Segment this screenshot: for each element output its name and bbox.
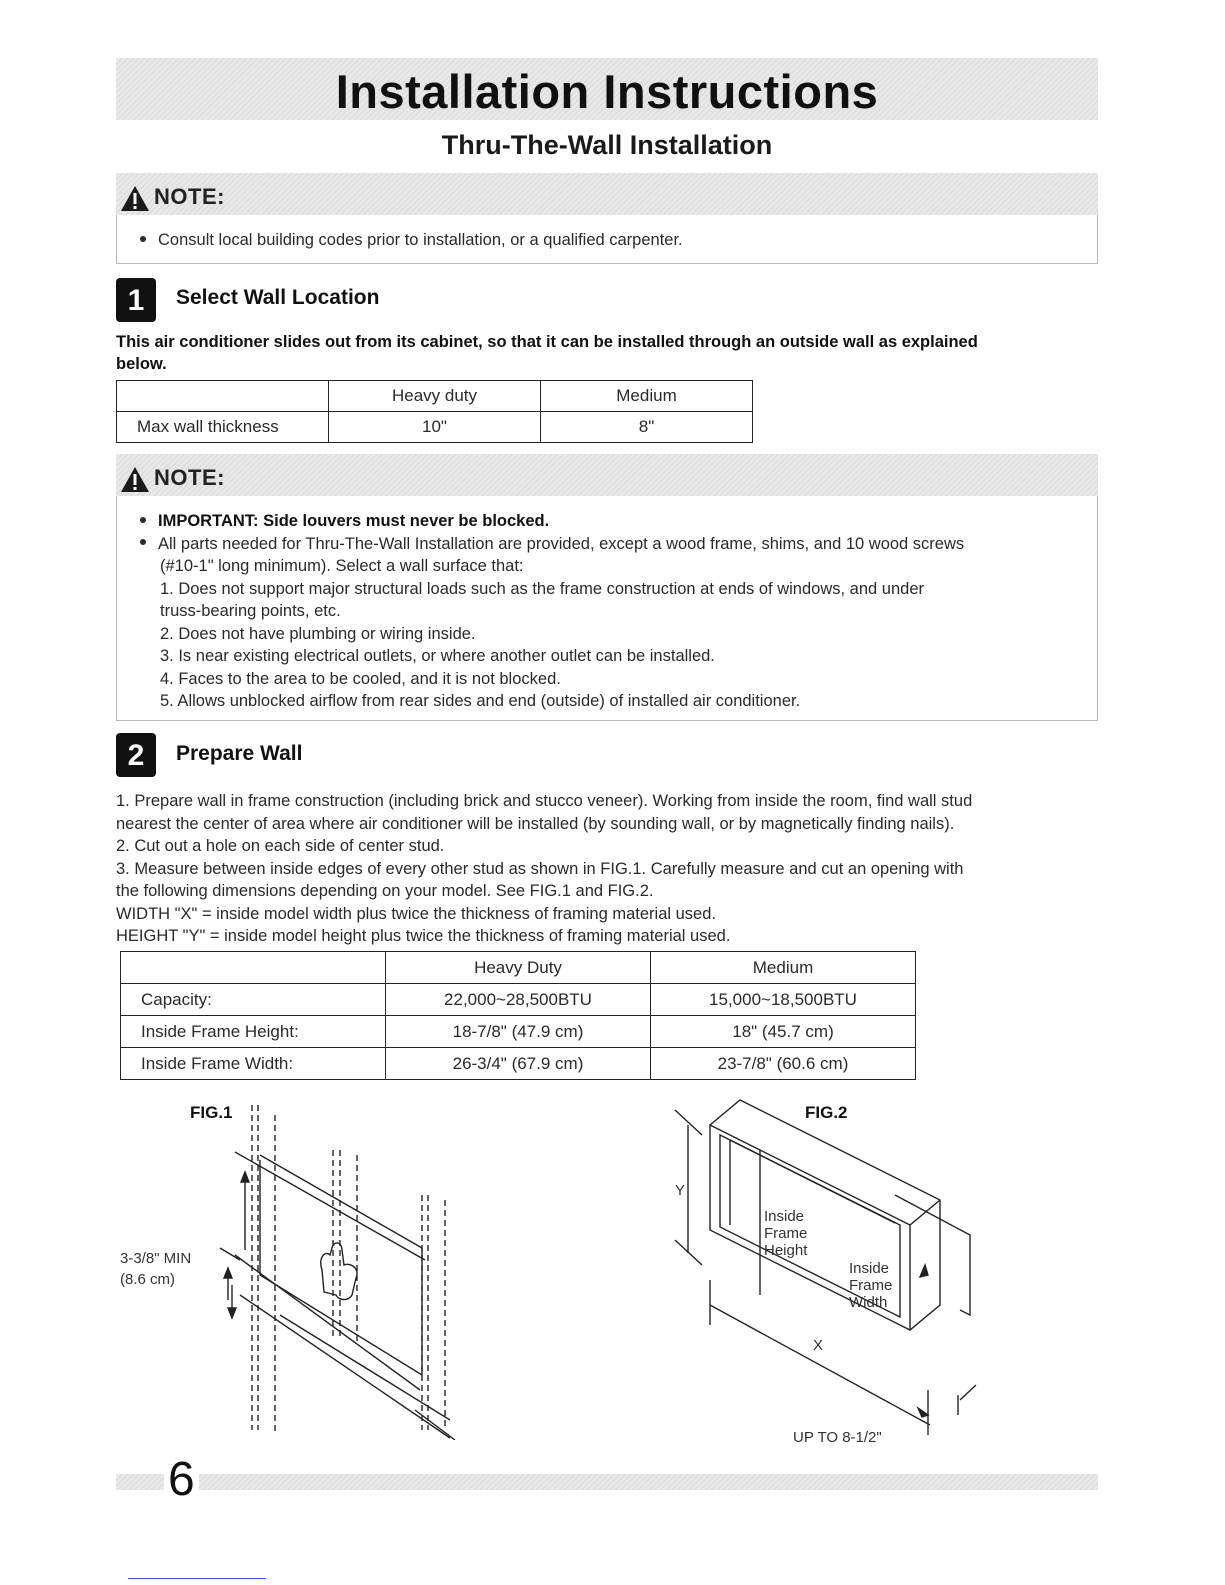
table-header-row — [117, 381, 753, 412]
fig2-label: FIG.2 — [805, 1103, 848, 1122]
bullet-text: Consult local building codes prior to installation, or a qualified carpenter. — [158, 231, 683, 249]
fig2-depth-label: UP TO 8-1/2" — [793, 1429, 882, 1446]
table-cell: Max wall thickness — [117, 412, 329, 443]
instruction-line: WIDTH "X" = inside model width plus twice the thickness of framing material used. — [116, 904, 716, 923]
table-cell: 10" — [329, 412, 541, 443]
table-cell: Heavy duty — [329, 381, 541, 412]
note-banner-2 — [116, 454, 1098, 496]
fig2-width-label — [849, 1260, 892, 1311]
fig1-dim-line-1: 3-3/8" MIN — [120, 1250, 192, 1267]
footer-banner — [116, 1474, 1098, 1490]
note-label-1: NOTE: — [154, 184, 225, 209]
table-cell: Capacity: — [121, 984, 386, 1016]
fig2-frame-diagram — [670, 1095, 990, 1445]
table-cell: Inside Frame Height: — [121, 1016, 386, 1048]
list-item: 4. Faces to the area to be cooled, and it is not blocked. — [160, 669, 561, 688]
page-title: Installation Instructions — [335, 65, 879, 118]
step-2-badge: 2 — [116, 733, 156, 777]
step-1-intro-line-2: below. — [116, 355, 167, 373]
table-cell: 26-3/4" (67.9 cm) — [386, 1048, 651, 1080]
page-subtitle: Thru-The-Wall Installation — [441, 130, 773, 160]
instruction-line: 3. Measure between inside edges of every other stud as shown in FIG.1. Carefully measure and cut an opening with — [116, 859, 964, 878]
table-cell: 8" — [541, 412, 753, 443]
bottom-link-underline — [128, 1578, 266, 1579]
fig2-height-line: Frame — [764, 1225, 808, 1242]
fig2-height-line: Height — [764, 1242, 808, 1259]
instruction-line: HEIGHT "Y" = inside model height plus twice the thickness of framing material used. — [116, 927, 731, 945]
table-row — [117, 412, 753, 443]
note2-important — [140, 510, 1090, 533]
frame-dimensions-table — [120, 951, 916, 1080]
fig2-width-line: Width — [849, 1294, 888, 1311]
wall-thickness-table — [116, 380, 753, 443]
bullet-text: All parts needed for Thru-The-Wall Installation are provided, except a wood frame, shims, and 10 wood screws — [158, 534, 965, 553]
step-1-title: Select Wall Location — [176, 286, 380, 309]
table-cell: Inside Frame Width: — [121, 1048, 386, 1080]
table-cell: 23-7/8" (60.6 cm) — [651, 1048, 916, 1080]
note-label-2: NOTE: — [154, 465, 225, 490]
important-text: IMPORTANT: Side louvers must never be blocked. — [158, 512, 550, 530]
fig2-x-label: X — [813, 1337, 824, 1354]
step-1-intro-line-1: This air conditioner slides out from its cabinet, so that it can be installed through an outside wall as explained — [116, 333, 978, 351]
bullet-icon — [140, 539, 146, 545]
list-item: 3. Is near existing electrical outlets, or where another outlet can be installed. — [160, 647, 715, 665]
list-item: truss-bearing points, etc. — [160, 602, 341, 620]
fig1-dim-line-2: (8.6 cm) — [120, 1271, 176, 1288]
table-header-row — [121, 952, 916, 984]
list-item: 2. Does not have plumbing or wiring inside. — [160, 624, 476, 643]
table-cell — [117, 381, 329, 412]
warning-triangle-icon — [120, 466, 150, 493]
instruction-line: 1. Prepare wall in frame construction (including brick and stucco veneer). Working from inside the room, find wall stud — [116, 792, 973, 810]
step-2-title: Prepare Wall — [176, 742, 303, 765]
table-cell: 18" (45.7 cm) — [651, 1016, 916, 1048]
table-row — [121, 1048, 916, 1080]
page-number: 6 — [164, 1456, 199, 1504]
table-row — [121, 1016, 916, 1048]
bullet-icon — [140, 236, 146, 242]
note2-body — [140, 510, 1090, 713]
note2-bullet-2 — [140, 533, 1090, 556]
step-2-instructions — [116, 790, 1116, 948]
table-cell: Medium — [651, 952, 916, 984]
table-cell: 18-7/8" (47.9 cm) — [386, 1016, 651, 1048]
list-item: 5. Allows unblocked airflow from rear sides and end (outside) of installed air conditioner. — [160, 692, 801, 710]
instruction-line: nearest the center of area where air conditioner will be installed (by sounding wall, or by magnetically finding nails). — [116, 814, 955, 833]
bullet-text-continued: (#10-1" long minimum). Select a wall surface that: — [160, 557, 524, 575]
table-cell: Medium — [541, 381, 753, 412]
warning-triangle-icon — [120, 185, 150, 212]
table-cell — [121, 952, 386, 984]
table-cell: Heavy Duty — [386, 952, 651, 984]
step-1-intro — [116, 331, 1116, 375]
instruction-line: 2. Cut out a hole on each side of center stud. — [116, 837, 445, 855]
note-banner-1 — [116, 173, 1098, 215]
table-cell: 15,000~18,500BTU — [651, 984, 916, 1016]
fig2-width-line: Inside — [849, 1260, 890, 1277]
fig2-height-line: Inside — [764, 1208, 805, 1225]
list-item: 1. Does not support major structural loads such as the frame construction at ends of windows, and under — [160, 579, 924, 598]
table-cell: 22,000~28,500BTU — [386, 984, 651, 1016]
table-row — [121, 984, 916, 1016]
note1-bullet-1 — [140, 229, 683, 252]
fig1-stud-wall-diagram — [200, 1100, 470, 1440]
fig1-dimension-label — [120, 1248, 191, 1290]
fig2-y-label: Y — [675, 1182, 686, 1199]
fig1-label: FIG.1 — [190, 1103, 233, 1122]
fig2-height-label — [764, 1208, 807, 1259]
step-1-badge: 1 — [116, 278, 156, 322]
instruction-line: the following dimensions depending on your model. See FIG.1 and FIG.2. — [116, 882, 654, 900]
fig2-width-line: Frame — [849, 1277, 893, 1294]
bullet-icon — [140, 517, 146, 523]
